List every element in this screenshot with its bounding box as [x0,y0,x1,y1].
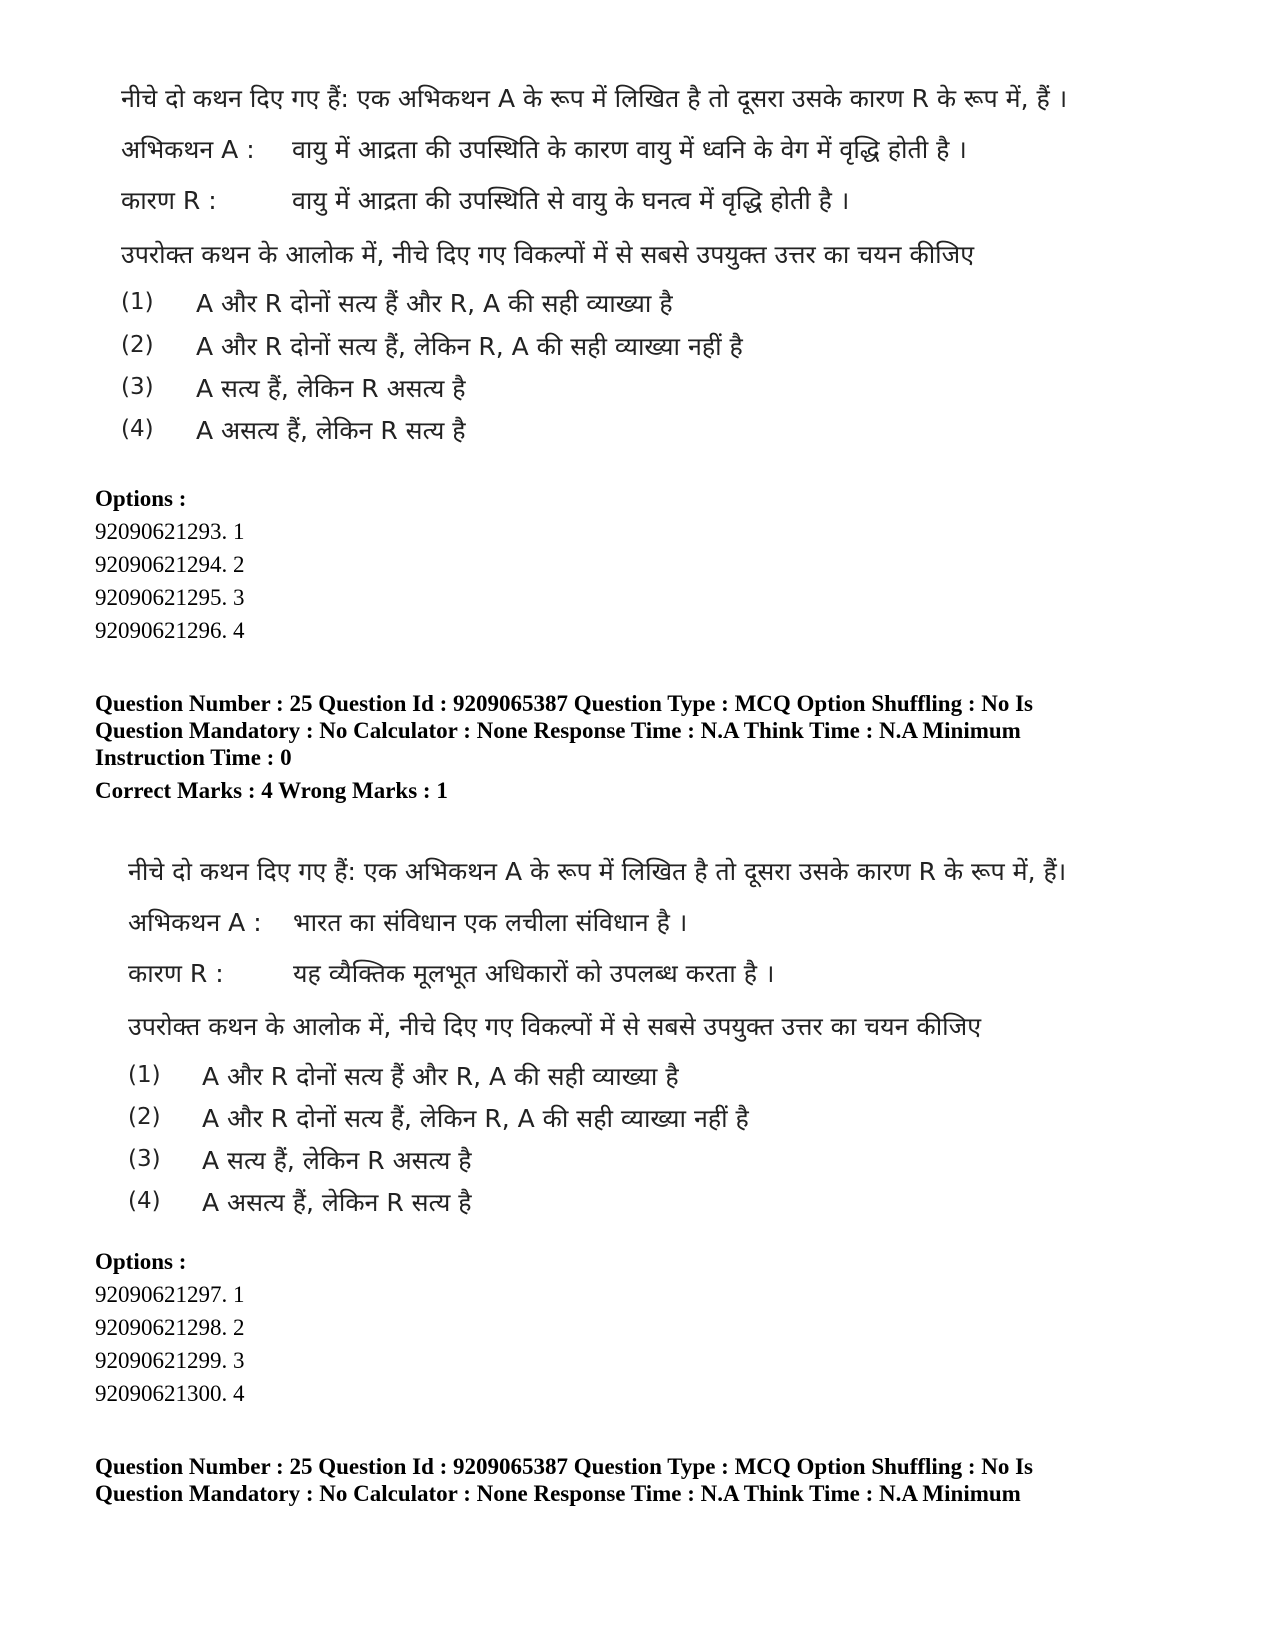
reason-label: कारण R : [128,959,224,988]
choice-number: (4) [128,1188,161,1214]
option-item: 92090621297. 1 [95,1282,245,1307]
question-meta-line: Question Number : 25 Question Id : 9209065387 Question Type : MCQ Option Shuffling : No Is [95,691,1034,716]
options-heading: Options : [95,1249,187,1274]
option-item: 92090621295. 3 [95,585,245,610]
choice-number: (1) [121,289,154,315]
question-instruction: उपरोक्त कथन के आलोक में, नीचे दिए गए विकल्पों में से सबसे उपयुक्त उत्तर का चयन कीजिए [128,1012,982,1041]
question-intro: नीचे दो कथन दिए गए हैं: एक अभिकथन A के रूप में लिखित है तो दूसरा उसके कारण R के रूप में, हैं । [121,84,1068,113]
choice-number: (1) [128,1062,161,1088]
choice-text: A और R दोनों सत्य हैं और R, A की सही व्याख्या है [202,1062,679,1091]
option-item: 92090621298. 2 [95,1315,245,1340]
assertion-text: वायु में आद्रता की उपस्थिति के कारण वायु में ध्वनि के वेग में वृद्धि होती है । [292,135,967,164]
assertion-text: भारत का संविधान एक लचीला संविधान है । [293,908,688,937]
choice-text: A और R दोनों सत्य हैं, लेकिन R, A की सही व्याख्या नहीं है [196,332,743,361]
reason-label: कारण R : [121,186,217,215]
assertion-label: अभिकथन A : [128,908,262,937]
question-meta-line: Question Mandatory : No Calculator : None Response Time : N.A Think Time : N.A Minimum [95,1481,1021,1506]
question-intro: नीचे दो कथन दिए गए हैं: एक अभिकथन A के रूप में लिखित है तो दूसरा उसके कारण R के रूप में, हैं। [128,857,1067,886]
options-heading: Options : [95,486,187,511]
question-meta-line: Question Mandatory : No Calculator : None Response Time : N.A Think Time : N.A Minimum [95,718,1021,743]
option-item: 92090621296. 4 [95,618,245,643]
reason-text: वायु में आद्रता की उपस्थिति से वायु के घनत्व में वृद्धि होती है । [292,186,850,215]
assertion-label: अभिकथन A : [121,135,255,164]
marks-line: Correct Marks : 4 Wrong Marks : 1 [95,778,448,803]
choice-number: (3) [128,1146,161,1172]
reason-text: यह व्यैक्तिक मूलभूत अधिकारों को उपलब्ध करता है । [293,959,775,988]
option-item: 92090621294. 2 [95,552,245,577]
choice-text: A और R दोनों सत्य हैं और R, A की सही व्याख्या है [196,289,673,318]
choice-text: A सत्य हैं, लेकिन R असत्य है [202,1146,472,1175]
option-item: 92090621299. 3 [95,1348,245,1373]
choice-text: A और R दोनों सत्य हैं, लेकिन R, A की सही व्याख्या नहीं है [202,1104,749,1133]
choice-number: (3) [121,374,154,400]
question-meta-line: Question Number : 25 Question Id : 9209065387 Question Type : MCQ Option Shuffling : No Is [95,1454,1034,1479]
choice-number: (2) [128,1104,161,1130]
option-item: 92090621293. 1 [95,519,245,544]
question-instruction: उपरोक्त कथन के आलोक में, नीचे दिए गए विकल्पों में से सबसे उपयुक्त उत्तर का चयन कीजिए [121,240,975,269]
question-meta-line: Instruction Time : 0 [95,745,292,770]
choice-text: A असत्य हैं, लेकिन R सत्य है [196,416,466,445]
choice-number: (2) [121,332,154,358]
option-item: 92090621300. 4 [95,1381,245,1406]
choice-number: (4) [121,416,154,442]
choice-text: A असत्य हैं, लेकिन R सत्य है [202,1188,472,1217]
choice-text: A सत्य हैं, लेकिन R असत्य है [196,374,466,403]
